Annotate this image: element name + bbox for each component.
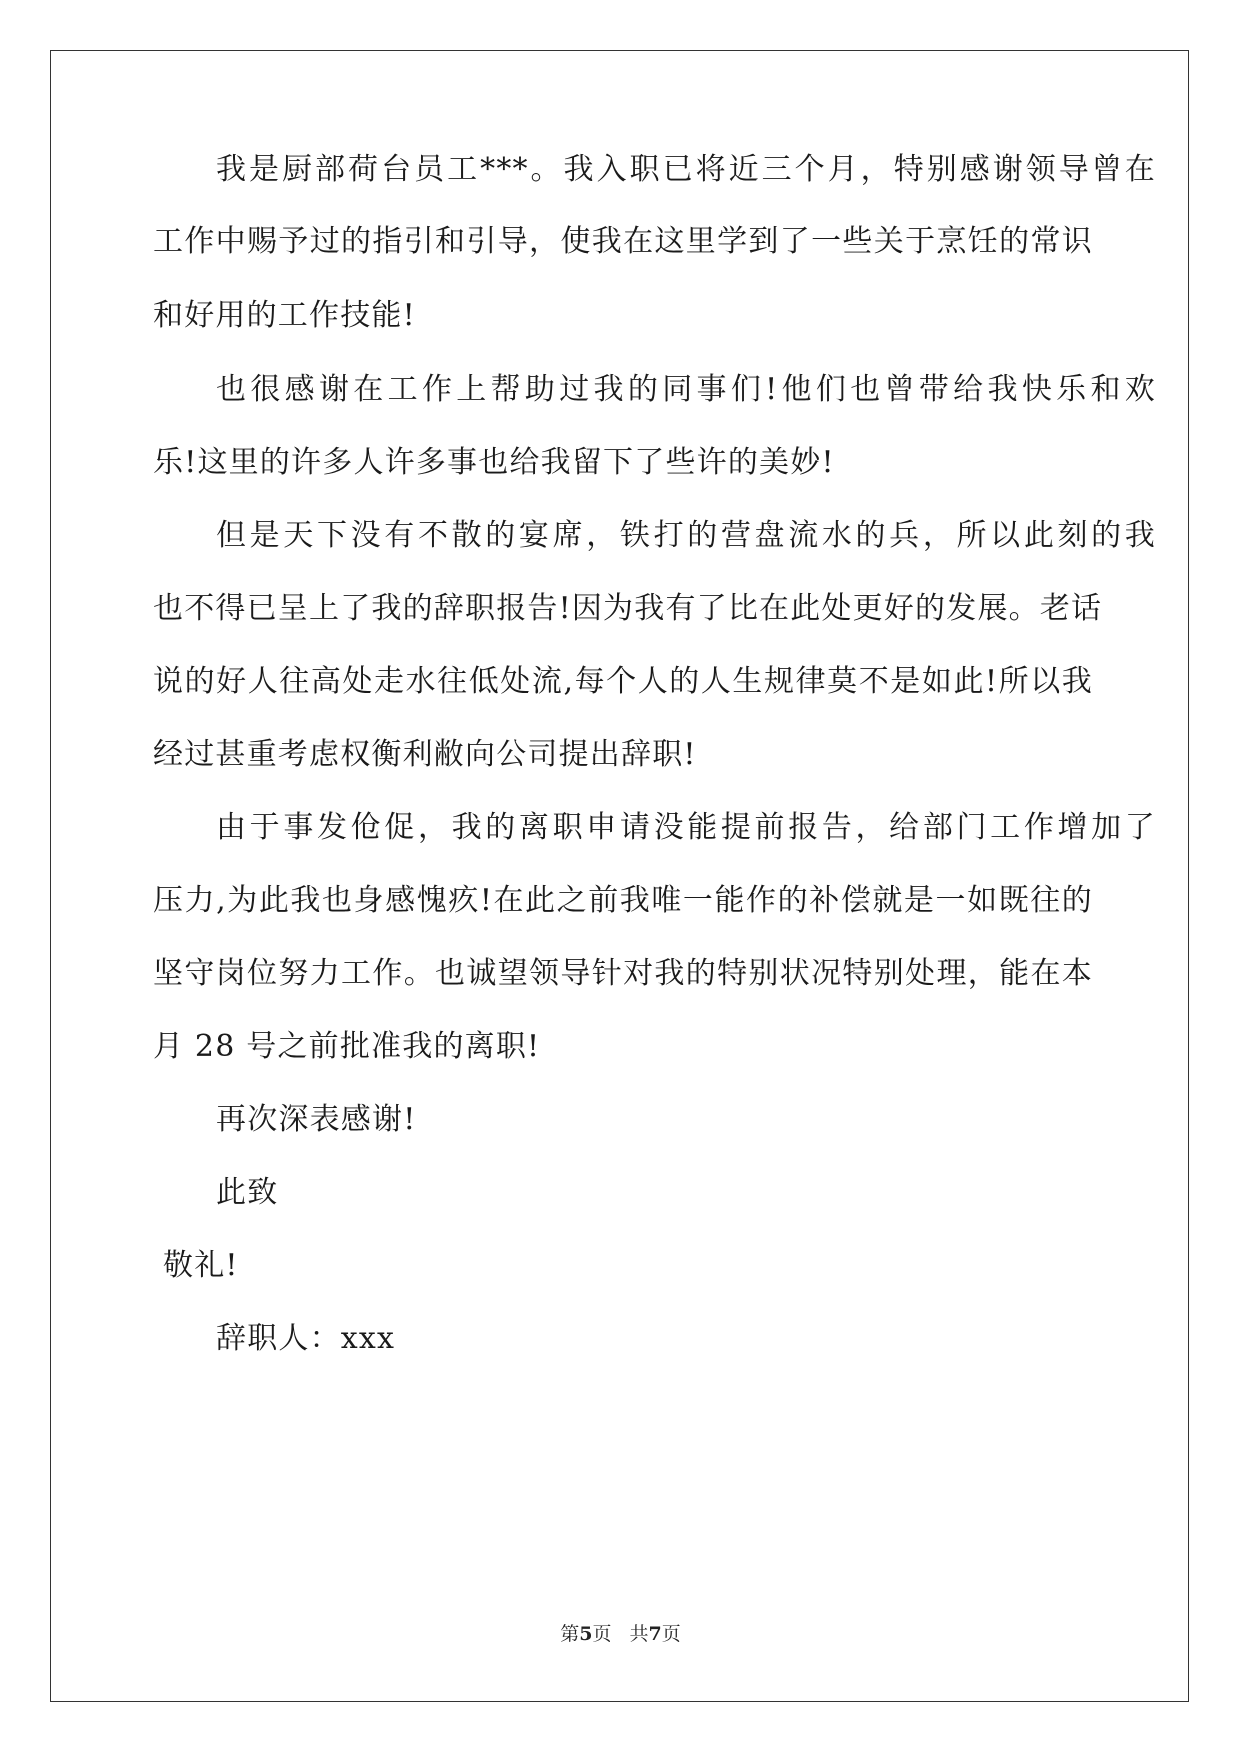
footer-page-suffix: 页 <box>592 1623 612 1645</box>
paragraph-1-line-1: 我是厨部荷台员工***。我入职已将近三个月，特别感谢领导曾在 <box>216 152 1156 187</box>
salutation-line: 此致 <box>216 1175 279 1210</box>
footer-total-suffix: 页 <box>661 1623 681 1645</box>
paragraph-3-line-1: 但是天下没有不散的宴席，铁打的营盘流水的兵，所以此刻的我 <box>216 518 1156 553</box>
paragraph-3-line-3: 说的好人往高处走水往低处流,每个人的人生规律莫不是如此!所以我 <box>153 664 1093 699</box>
page-footer <box>0 1622 1241 1646</box>
paragraph-4-line-1: 由于事发伧促，我的离职申请没能提前报告，给部门工作增加了 <box>216 810 1156 845</box>
footer-total-pages: 7 <box>648 1623 662 1645</box>
footer-total-prefix: 共 <box>629 1623 649 1645</box>
paragraph-1-line-2: 工作中赐予过的指引和引导，使我在这里学到了一些关于烹饪的常识 <box>153 224 1093 259</box>
paragraph-3-line-2: 也不得已呈上了我的辞职报告!因为我有了比在此处更好的发展。老话 <box>153 591 1103 626</box>
signature-line: 辞职人：xxx <box>216 1321 396 1356</box>
footer-page-prefix: 第 <box>560 1623 580 1645</box>
footer-page-number: 5 <box>579 1623 593 1645</box>
respect-line: 敬礼! <box>163 1248 239 1283</box>
paragraph-4-line-4: 月 28 号之前批准我的离职! <box>153 1029 541 1064</box>
paragraph-4-line-3: 坚守岗位努力工作。也诚望领导针对我的特别状况特别处理，能在本 <box>153 956 1093 991</box>
paragraph-4-line-2: 压力,为此我也身感愧疚!在此之前我唯一能作的补偿就是一如既往的 <box>153 883 1093 918</box>
thanks-line: 再次深表感谢! <box>216 1102 417 1137</box>
paragraph-2-line-2: 乐!这里的许多人许多事也给我留下了些许的美妙! <box>153 445 835 480</box>
paragraph-2-line-1: 也很感谢在工作上帮助过我的同事们!他们也曾带给我快乐和欢 <box>216 372 1156 407</box>
paragraph-3-line-4: 经过甚重考虑权衡利敝向公司提出辞职! <box>153 737 697 772</box>
paragraph-1-line-3: 和好用的工作技能! <box>153 298 416 333</box>
